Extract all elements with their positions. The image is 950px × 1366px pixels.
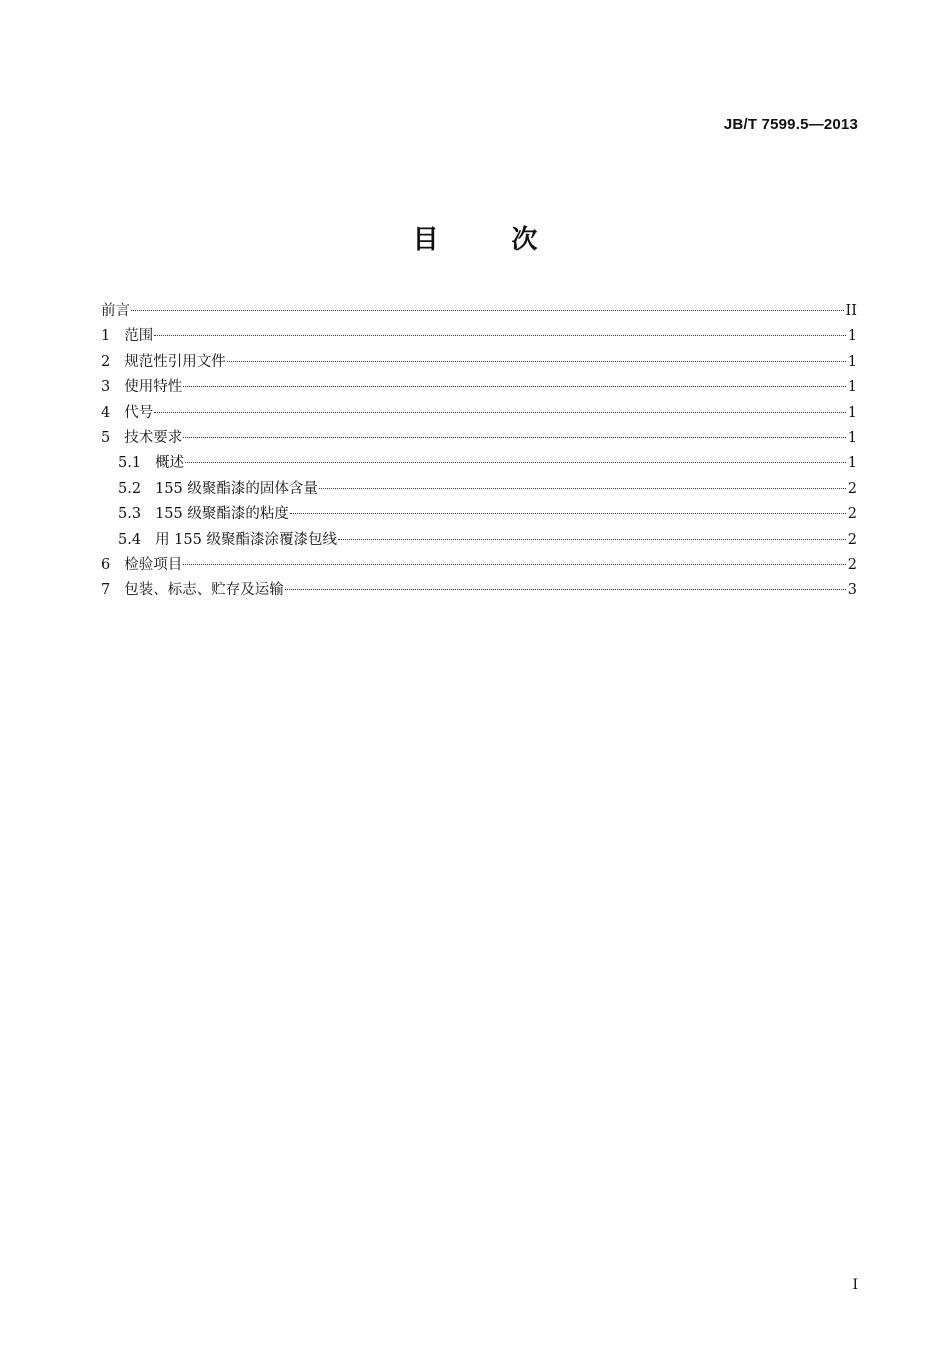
toc-entry-label: 155 级聚酯漆的固体含量 <box>155 480 318 497</box>
toc-entry-5[interactable] <box>101 426 857 451</box>
toc-entry-number: 7 <box>101 582 111 599</box>
toc-entry-5-2[interactable] <box>101 477 857 502</box>
toc-leader-dots <box>183 386 846 387</box>
toc-entry-page: 1 <box>847 455 857 472</box>
toc-leader-dots <box>183 437 846 438</box>
toc-entry-label: 代号 <box>124 404 154 421</box>
toc-entry-5-1[interactable] <box>101 451 857 476</box>
toc-leader-dots <box>183 564 846 565</box>
toc-entry-page: 2 <box>847 480 857 497</box>
toc-entry-number: 5 <box>101 429 111 446</box>
toc-leader-dots <box>319 488 846 489</box>
toc-entry-6[interactable] <box>101 553 857 578</box>
toc-entry-number: 1 <box>101 328 111 345</box>
toc-entry-4[interactable] <box>101 401 857 426</box>
toc-entry-label: 规范性引用文件 <box>124 353 226 370</box>
toc-entry-page: 2 <box>847 506 857 523</box>
toc-entry-number: 5.1 <box>118 455 142 472</box>
toc-entry-page: 2 <box>847 531 857 548</box>
toc-entry-foreword[interactable] <box>101 299 857 324</box>
toc-entry-page: 1 <box>847 379 857 396</box>
page-title: 目 次 <box>412 225 561 255</box>
toc-entry-label: 155 级聚酯漆的粘度 <box>155 506 289 523</box>
toc-leader-dots <box>154 335 846 336</box>
toc-entry-5-3[interactable] <box>101 502 857 527</box>
toc-leader-dots <box>290 513 846 514</box>
toc-entry-number: 4 <box>101 404 111 421</box>
table-of-contents <box>101 299 857 604</box>
toc-entry-label: 用 155 级聚酯漆涂覆漆包线 <box>155 531 337 548</box>
toc-entry-label: 包装、标志、贮存及运输 <box>124 582 284 599</box>
toc-leader-dots <box>338 539 846 540</box>
toc-entry-page: 3 <box>847 582 857 599</box>
toc-entry-page: 1 <box>847 429 857 446</box>
toc-leader-dots <box>185 462 846 463</box>
toc-entry-label: 使用特性 <box>124 379 183 396</box>
toc-entry-number: 2 <box>101 353 111 370</box>
toc-entry-page: 1 <box>847 328 857 345</box>
toc-entry-page: 1 <box>847 353 857 370</box>
toc-leader-dots <box>154 412 846 413</box>
toc-entry-label: 前言 <box>101 303 130 319</box>
toc-entry-page: 2 <box>847 556 857 573</box>
toc-entry-number: 5.4 <box>118 531 142 548</box>
page-number: I <box>852 1277 858 1293</box>
toc-entry-label: 范围 <box>124 328 154 345</box>
toc-entry-2[interactable] <box>101 350 857 375</box>
toc-entry-label: 技术要求 <box>124 429 183 446</box>
toc-entry-7[interactable] <box>101 578 857 603</box>
toc-leader-dots <box>227 361 846 362</box>
toc-entry-number: 5.3 <box>118 506 142 523</box>
toc-entry-number: 5.2 <box>118 480 142 497</box>
toc-entry-number: 3 <box>101 379 111 396</box>
toc-entry-1[interactable] <box>101 324 857 349</box>
toc-entry-5-4[interactable] <box>101 528 857 553</box>
toc-leader-dots <box>131 310 844 311</box>
toc-leader-dots <box>285 589 846 590</box>
toc-entry-page: 1 <box>847 404 857 421</box>
document-code: JB/T 7599.5—2013 <box>723 116 858 133</box>
toc-entry-label: 概述 <box>155 455 185 472</box>
toc-entry-page: II <box>845 303 857 319</box>
toc-entry-number: 6 <box>101 556 111 573</box>
toc-entry-label: 检验项目 <box>124 556 183 573</box>
toc-entry-3[interactable] <box>101 375 857 400</box>
